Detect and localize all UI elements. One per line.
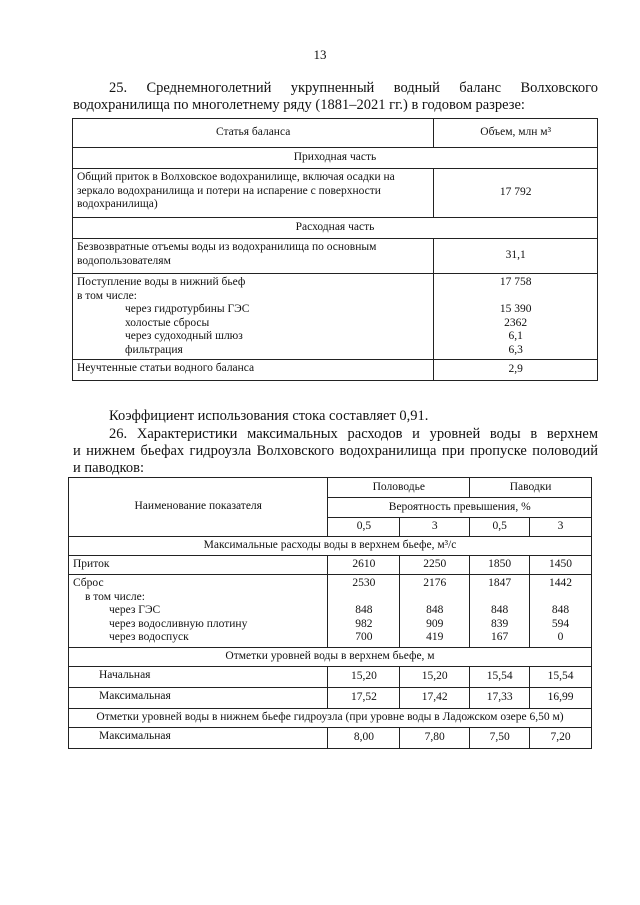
table1-income-label: Общий приток в Волховское водохранилище, включая осадки на зеркало водохранилища и потери на испарение с поверхности водохранилища) [73, 169, 434, 218]
table2-discharge-label-cell [69, 575, 328, 648]
table2-cell: 2250 [400, 556, 470, 575]
table2-prob-value: 0,5 [470, 518, 530, 537]
table1-expense2-item-value: 15 390 [499, 303, 532, 315]
table2-discharge-col: 2176 848 909 419 [400, 575, 470, 648]
table1-expense3-value: 2,9 [434, 360, 598, 381]
table2-discharge-label: Сброс [73, 577, 104, 589]
table2-cell: 16,99 [530, 687, 592, 708]
section-26-line-1: 26. Характеристики максимальных расходов и уровней воды в верхнем [109, 426, 598, 442]
table2-header-row [69, 478, 592, 498]
section-25-line-2: водохранилища по многолетнему ряду (1881–2021 гг.) в годовом разрезе: [73, 97, 525, 113]
table2-inflow-label: Приток [69, 556, 328, 575]
table-row [69, 727, 592, 748]
table2-including: в том числе: [85, 590, 145, 603]
table2-section-row [69, 708, 592, 727]
table2-cell: 1850 [470, 556, 530, 575]
table2-prob-value: 0,5 [328, 518, 400, 537]
table2-discharge-item-label: через водосливную плотину [109, 617, 248, 630]
table2-section-upper-levels: Отметки уровней воды в верхнем бьефе, м [69, 647, 592, 666]
table2-cell: 15,20 [328, 666, 400, 687]
table1-header-volume: Объем, млн м³ [434, 119, 598, 148]
water-balance-table [72, 118, 598, 381]
table1-expense1-label: Безвозвратные отъемы воды из водохранилища по основным водопользователям [73, 239, 434, 274]
section-26-line-2: и нижнем бьефах гидроузла Волховского водохранилища при пропуске половодий [73, 443, 598, 459]
table2-section-lower-levels: Отметки уровней воды в нижнем бьефе гидроузла (при уровне воды в Ладожском озере 6,50 м) [69, 708, 592, 727]
table2-cell: 8,00 [328, 727, 400, 748]
table2-section-row [69, 647, 592, 666]
section-26-line-3: и паводков: [73, 460, 144, 476]
table2-discharge-item-label: через ГЭС [109, 604, 161, 616]
table2-discharge-col: 2530 848 982 700 [328, 575, 400, 648]
table1-income-title: Приходная часть [73, 148, 598, 169]
table1-expense2-label-cell [73, 274, 434, 360]
table-row [69, 556, 592, 575]
table-row [73, 360, 598, 381]
table1-expense2-item-value: 6,1 [508, 330, 523, 342]
table2-prob-value: 3 [530, 518, 592, 537]
table2-discharge-item-label: через водоспуск [109, 631, 189, 643]
section-25-text [73, 80, 598, 114]
table2-header-name: Наименование показателя [69, 478, 328, 537]
table2-section-max-flows: Максимальные расходы воды в верхнем бьефе, м³/с [69, 537, 592, 556]
table1-expense-title: Расходная часть [73, 218, 598, 239]
table2-cell: 17,33 [470, 687, 530, 708]
table-row [73, 239, 598, 274]
table2-header-freshet: Паводки [470, 478, 592, 498]
section-25-line-1: 25. Среднемноголетний укрупненный водный баланс Волховского [109, 80, 598, 96]
table2-cell: 7,20 [530, 727, 592, 748]
coefficient-text: Коэффициент использования стока составляет 0,91. [109, 408, 429, 424]
table-row [73, 274, 598, 360]
max-flows-table [68, 477, 592, 749]
table2-max-upper-label: Максимальная [69, 687, 328, 708]
table2-cell: 15,54 [470, 666, 530, 687]
section-26-text [73, 426, 598, 477]
table2-header-flood: Половодье [328, 478, 470, 498]
table1-expense2-label: Поступление воды в нижний бьеф [77, 276, 246, 288]
table-row [69, 666, 592, 687]
table2-cell: 17,42 [400, 687, 470, 708]
table1-expense2-value-cell [434, 274, 598, 360]
table-row [73, 169, 598, 218]
table2-cell: 17,52 [328, 687, 400, 708]
table1-header-row [73, 119, 598, 148]
table2-discharge-col: 1847 848 839 167 [470, 575, 530, 648]
table2-discharge-col: 1442 848 594 0 [530, 575, 592, 648]
table2-cell: 7,50 [470, 727, 530, 748]
table2-cell: 7,80 [400, 727, 470, 748]
table2-prob-value: 3 [400, 518, 470, 537]
table1-expense-title-row [73, 218, 598, 239]
table2-max-lower-label: Максимальная [69, 727, 328, 748]
table1-expense1-value: 31,1 [434, 239, 598, 274]
table2-section-row [69, 537, 592, 556]
table2-initial-label: Начальная [69, 666, 328, 687]
table-row [69, 575, 592, 648]
table2-header-probability: Вероятность превышения, % [328, 498, 592, 518]
table1-expense2-item-value: 6,3 [508, 343, 523, 356]
table2-cell: 15,54 [530, 666, 592, 687]
table1-expense2-subheader: в том числе: [77, 289, 137, 302]
table2-cell: 15,20 [400, 666, 470, 687]
table1-income-value: 17 792 [434, 169, 598, 218]
table1-income-title-row [73, 148, 598, 169]
coefficient-paragraph [73, 408, 598, 425]
table2-cell: 2610 [328, 556, 400, 575]
table-row [69, 687, 592, 708]
table1-expense2-item-value: 2362 [504, 316, 528, 329]
page-number: 13 [313, 47, 327, 62]
table1-expense2-item-label: через судоходный шлюз [125, 330, 243, 342]
table1-expense2-item-label: холостые сбросы [125, 316, 210, 329]
table1-expense2-item-label: через гидротурбины ГЭС [125, 303, 250, 315]
table2-cell: 1450 [530, 556, 592, 575]
table1-header-item: Статья баланса [73, 119, 434, 148]
table1-expense2-item-label: фильтрация [125, 343, 183, 356]
table1-expense3-label: Неучтенные статьи водного баланса [73, 360, 434, 381]
table1-expense2-value: 17 758 [499, 276, 532, 288]
